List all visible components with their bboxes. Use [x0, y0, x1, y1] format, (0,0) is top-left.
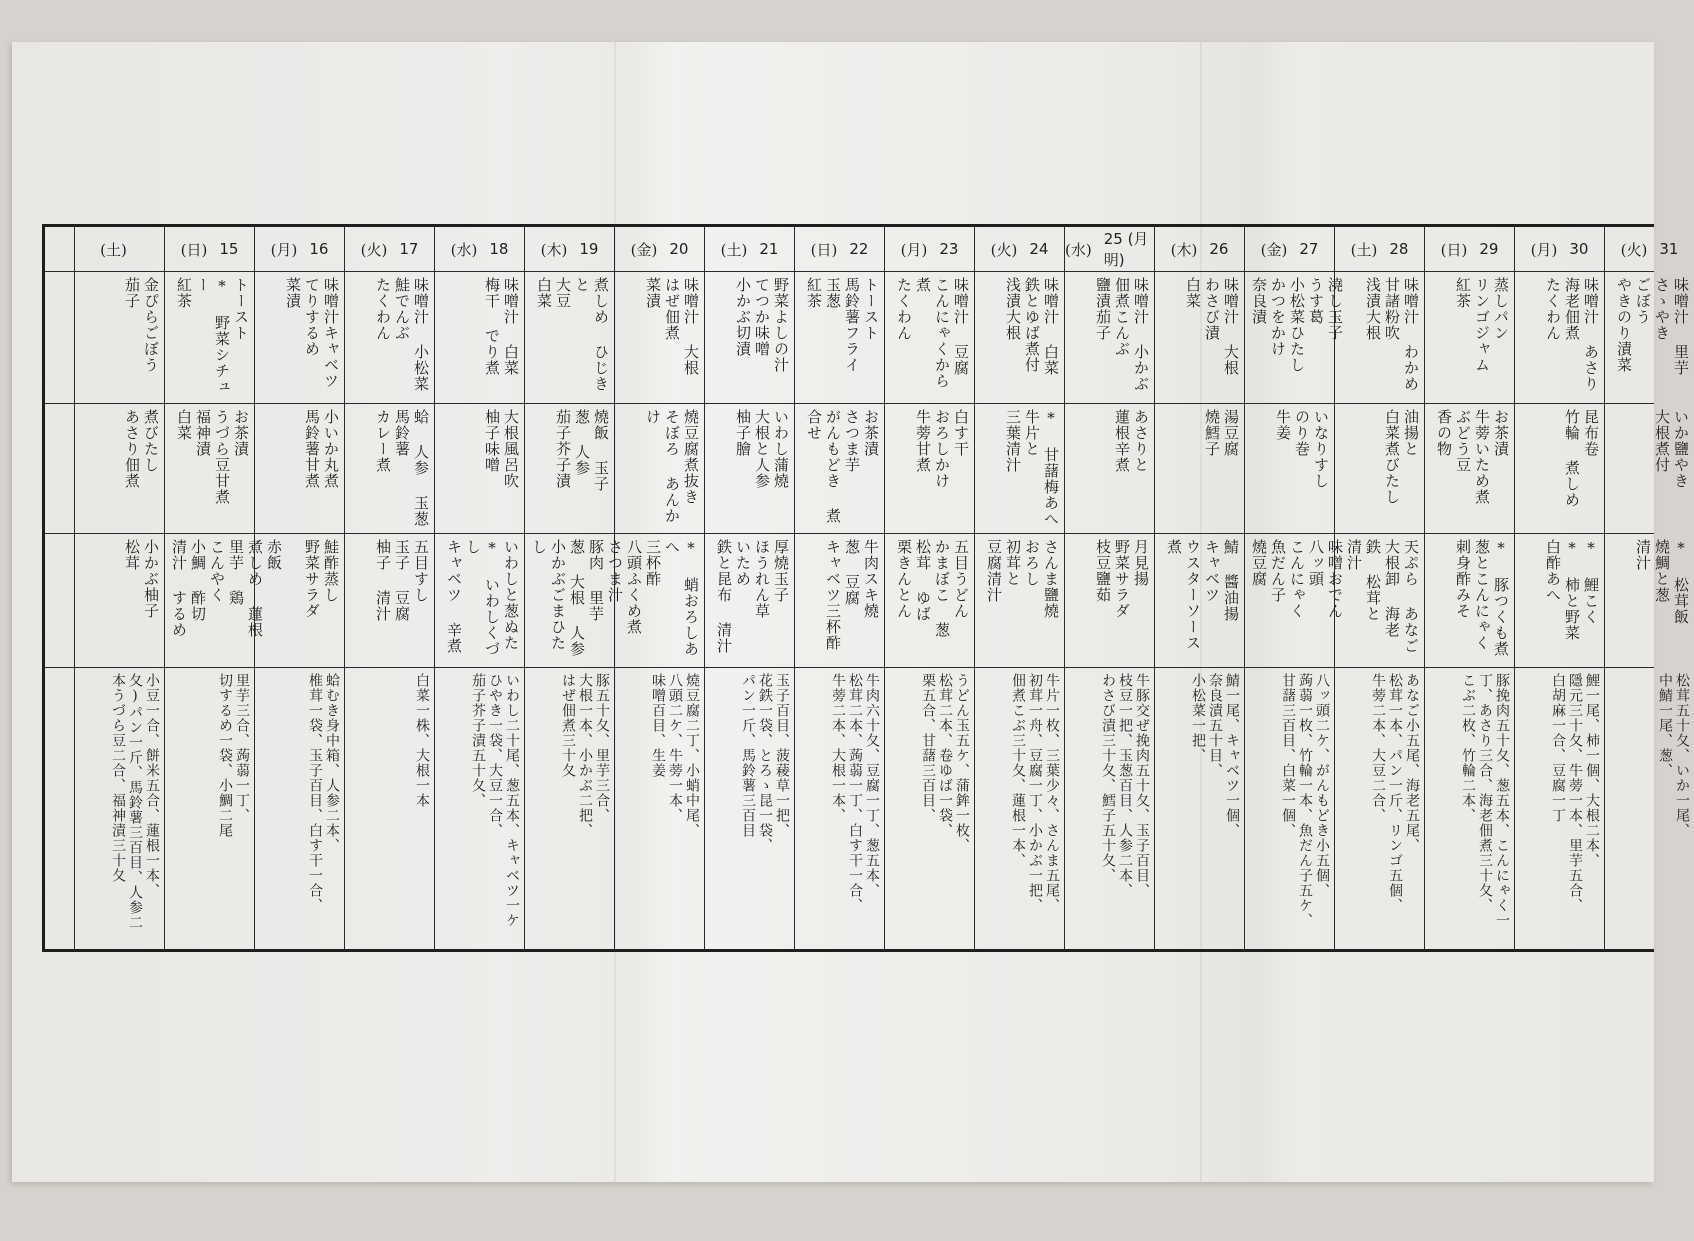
breakfast-cell [1515, 271, 1604, 403]
day-header [975, 227, 1064, 271]
weekday-label: (日) [180, 240, 208, 259]
lunch-text: 油揚と 白菜煮びたし [1383, 409, 1420, 505]
dinner-text: 厚燒玉子 ほうれん草 いため 鉄と昆布 清汁 [715, 539, 790, 654]
breakfast-text: 味噌汁 大根 はぜ佃煮 菜漬 [644, 277, 700, 376]
breakfast-text: 味噌汁 白菜 鉄とゆば煮付 浅漬大根 [1004, 277, 1060, 376]
ingredients-cell [255, 667, 344, 952]
breakfast-cell [705, 271, 794, 403]
day-number: 19 [579, 240, 599, 258]
breakfast-cell [1335, 271, 1424, 403]
lunch-text: いか鹽やき 大根煮付 [1653, 409, 1690, 489]
weekday-label: (火) [360, 240, 388, 259]
breakfast-cell [435, 271, 524, 403]
breakfast-text: 味噌汁 小かぶ 佃煮こんぶ 鹽漬茄子 [1094, 277, 1150, 392]
day-header [795, 227, 884, 271]
day-number: 31 [1659, 240, 1679, 258]
dinner-text: * 蛸おろしあへ 三杯酢 八頭ふくめ煮 [625, 539, 700, 657]
dinner-text: 鯖 醬油揚 キャベツ ウスターソース煮 [1165, 539, 1240, 651]
dinner-cell [795, 533, 884, 667]
weekday-label: (水) [450, 240, 478, 259]
ingredients-cell [165, 667, 254, 952]
dinner-text: 五目うどん かまぼこ 葱 松茸 ゆば 栗きんとん [895, 539, 970, 638]
breakfast-cell [525, 271, 614, 403]
breakfast-cell [885, 271, 974, 403]
breakfast-text: 味噌汁 豆腐 こんにゃくから煮 たくわん [895, 277, 970, 389]
lunch-text: 昆布卷 竹輪 煮しめ [1563, 409, 1600, 508]
breakfast-text: 金ぴらごぼう 茄子 [123, 277, 160, 373]
dinner-cell [435, 533, 524, 667]
day-number: 23 [939, 240, 959, 258]
ingredients-text: 牛豚交ぜ挽肉五十夂、玉子百目、 枝豆一把、玉葱百目、人参二本、 わさび漬三十夂、鱈子五十夂、 [1100, 673, 1150, 898]
ingredients-cell [1155, 667, 1244, 952]
dinner-text: いわしと葱ぬた * いわしくづし キャベツ 辛煮 [445, 539, 520, 657]
ingredients-text: 玉子百目、菠薐草一把、 花鉄一袋、とろゝ昆一袋、 パン一斤、馬鈴薯三百目 [740, 673, 790, 853]
weekday-label: (木) [1170, 240, 1198, 259]
breakfast-cell [1065, 271, 1154, 403]
weekday-label: (土) [100, 240, 127, 259]
lunch-cell [975, 403, 1064, 533]
breakfast-text: 煮しめ ひじきと 大豆 白菜 [535, 277, 610, 392]
ingredients-cell [525, 667, 614, 952]
lunch-cell [885, 403, 974, 533]
breakfast-text: 味噌汁 わかめ 甘諸粉吹 浅漬大根 [1364, 277, 1420, 392]
day-number: 28 [1389, 240, 1409, 258]
ingredients-cell [1425, 667, 1514, 952]
day-header [615, 227, 704, 271]
ingredients-text: うどん玉五ケ、蒲鉾一枚、 松茸二本、卷ゆば一袋、 栗五合、甘藷三百目、 [920, 673, 970, 853]
dinner-cell [705, 533, 794, 667]
dinner-cell [1065, 533, 1154, 667]
ingredients-text: いわし二十尾、葱五本、キャベツ一ケ ひやき一袋、大豆一合、 茄子芥子漬五十夂、 [470, 673, 520, 928]
lunch-cell [615, 403, 704, 533]
ingredients-cell [1335, 667, 1424, 952]
day-column [74, 227, 164, 949]
day-column [1604, 227, 1694, 949]
weekday-label: (月) [1530, 240, 1558, 259]
lunch-cell [705, 403, 794, 533]
breakfast-cell [975, 271, 1064, 403]
dinner-cell [1605, 533, 1694, 667]
day-header [705, 227, 794, 271]
ingredients-cell [705, 667, 794, 952]
dinner-cell [1425, 533, 1514, 667]
breakfast-cell [1605, 271, 1694, 403]
dinner-text: * 松茸飯 燒鯛と葱 清汁 [1634, 539, 1690, 625]
ingredients-cell [975, 667, 1064, 952]
day-header [75, 227, 164, 271]
ingredients-cell [75, 667, 164, 952]
lunch-cell [1605, 403, 1694, 533]
ingredients-cell [1065, 667, 1154, 952]
lunch-cell [255, 403, 344, 533]
breakfast-text: 野菜よしの汁 てつか味噌 小かぶ切漬 [734, 277, 790, 373]
day-columns [74, 227, 1694, 949]
dinner-text: 小かぶ柚子 松茸 [123, 539, 160, 619]
weekday-label: (火) [990, 240, 1018, 259]
dinner-cell [1245, 533, 1344, 667]
day-column [1244, 227, 1344, 949]
day-number: 26 [1209, 240, 1229, 258]
ingredients-text: 牛片一枚、三葉少々、さんま五尾、 初茸一舟、豆腐一丁、小かぶ一把、 佃煮こぶ三十夂、蓮根一本、 [1010, 673, 1060, 913]
breakfast-text: 味噌汁 あさり 海老佃煮 たくわん [1544, 277, 1600, 392]
day-header [525, 227, 614, 271]
lunch-text: 燒豆腐煮抜き そぼろ あんかけ [644, 409, 700, 524]
ingredients-text: 里芋三合、蒟蒻一丁、 切するめ一袋、小鯛二尾 [217, 673, 250, 838]
ingredients-text: 燒豆腐二丁、小蛸中尾、 八頭二ケ、牛蒡一本、 味噌百目、生姜 [650, 673, 700, 838]
day-header [435, 227, 524, 271]
breakfast-text: トースト 馬鈴薯フライ 玉葱 紅茶 [805, 277, 880, 373]
breakfast-cell [615, 271, 704, 403]
weekday-label: (月) [900, 240, 928, 259]
lunch-text: お茶漬 さつま芋 がんもどき 煮合せ [805, 409, 880, 524]
day-header [1605, 227, 1694, 271]
ingredients-text: 豚挽肉五十夂、葱五本、こんにゃく一 丁、あさり三合、海老佃煮三十夂、 こぶ二枚、竹輪二本、 [1460, 673, 1510, 928]
breakfast-text: 味噌汁 里芋 さゝやき ごぼう やきのり漬菜 [1615, 277, 1690, 376]
day-column [1334, 227, 1424, 949]
lunch-cell [1425, 403, 1514, 533]
day-number: 25 (月明) [1103, 230, 1149, 269]
breakfast-text: 味噌汁 大根 わさび漬 白菜 [1184, 277, 1240, 376]
ingredients-cell [1605, 667, 1694, 952]
lunch-cell [435, 403, 524, 533]
day-header [1155, 227, 1244, 271]
day-column [1424, 227, 1514, 949]
lunch-cell [345, 403, 434, 533]
breakfast-text: 味噌汁キャベツ てりするめ 菜漬 [284, 277, 340, 389]
lunch-cell [525, 403, 614, 533]
day-number: 20 [669, 240, 689, 258]
breakfast-text: 蒸しパン リンゴジャム 紅茶 [1454, 277, 1510, 373]
lunch-text: 燒飯 玉子 葱 人参 茄子芥子漬 [554, 409, 610, 492]
ingredients-text: 豚五十夂、里芋三合、 大根一本、小かぶ二把、 はぜ佃煮三十夂 [560, 673, 610, 838]
ingredients-cell [435, 667, 524, 952]
menu-table [42, 224, 1690, 952]
weekday-label: (日) [810, 240, 838, 259]
breakfast-cell [75, 271, 164, 403]
lunch-text: いなりすし のり巻 牛姜 [1274, 409, 1330, 489]
dinner-text: * 豚つくも煮 葱とこんにゃく 刺身酢みそ [1454, 539, 1510, 657]
day-number: 15 [219, 240, 239, 258]
day-header [345, 227, 434, 271]
dinner-text: 鮭酢蒸し 野菜サラダ [303, 539, 340, 619]
lunch-text: お茶漬 うづら豆甘煮 福神漬 白菜 [175, 409, 250, 505]
lunch-text: 煮びたし あさり佃煮 [123, 409, 160, 489]
breakfast-text: 味噌汁 白菜 梅干 でり煮 [483, 277, 520, 376]
day-number: 18 [489, 240, 509, 258]
day-header [1065, 227, 1154, 271]
day-column [344, 227, 434, 949]
day-column [164, 227, 283, 949]
ingredients-cell [345, 667, 434, 952]
lunch-cell [75, 403, 164, 533]
dinner-text: 赤飯 煮しめ 蓮根 里芋 鶏 こんやく 小鯛 酢切 清汁 するめ [170, 539, 283, 638]
dinner-cell [885, 533, 974, 667]
day-column [614, 227, 704, 949]
day-number: 30 [1569, 240, 1589, 258]
weekday-label: (火) [1620, 240, 1648, 259]
ingredients-text: 小豆一合、餅米五合、蓮根一本、 夂)パン一斤、馬鈴薯三百目、人参二 本うづら豆二合、福神漬三十夂 [110, 673, 160, 930]
day-number: 16 [309, 240, 329, 258]
weekday-label: (月) [270, 240, 298, 259]
lunch-cell [1245, 403, 1334, 533]
day-number: 24 [1029, 240, 1049, 258]
lunch-cell [795, 403, 884, 533]
lunch-text: 白す干 おろしかけ 牛蒡甘煮 [914, 409, 970, 489]
lunch-text: 湯豆腐 燒鱈子 [1203, 409, 1240, 457]
day-column [434, 227, 524, 949]
weekday-label: (金) [630, 240, 658, 259]
ingredients-text: 松茸五十夂、いか一尾、 中鯖一尾、葱、 [1657, 673, 1690, 838]
ingredients-text: 白菜一株、大根一本 [414, 673, 430, 808]
day-number: 22 [849, 240, 869, 258]
day-header [165, 227, 254, 271]
ingredients-cell [1515, 667, 1604, 952]
ingredients-text: 鯖一尾、キャベツ一個、 奈良漬五十目、 小松菜一把、 [1190, 673, 1240, 838]
lunch-text: * 甘藷梅あへ 牛片と 三葉清汁 [1004, 409, 1060, 527]
day-number: 21 [759, 240, 779, 258]
lunch-text: いわし蒲燒 大根と人参 柚子膾 [734, 409, 790, 489]
ingredients-cell [795, 667, 884, 952]
weekday-label: (木) [540, 240, 568, 259]
dinner-text: さつま汁 豚肉 里芋 葱 大根 人参 小かぶごまひたし [530, 539, 624, 657]
ingredients-text: 鯉一尾、柿一個、大根二本、 隱元三十夂、牛蒡一本、里芋五合、 白胡麻一合、豆腐一丁 [1550, 673, 1600, 913]
lunch-text: あさりと 蓮根辛煮 [1113, 409, 1150, 473]
day-column [974, 227, 1064, 949]
lunch-cell [1515, 403, 1604, 533]
dinner-text: 牛肉スキ燒 葱 豆腐 キャベツ三杯酢 [824, 539, 880, 651]
day-column [1154, 227, 1244, 949]
day-number: 27 [1299, 240, 1319, 258]
ingredients-cell [885, 667, 974, 952]
ingredients-cell [615, 667, 704, 952]
day-column [524, 227, 624, 949]
dinner-cell [165, 533, 283, 667]
ingredients-text: 八ッ頭二ケ、がんもどき小五個、 蒟蒻一枚、竹輪一本、魚だん子五ケ、 甘藷三百目、白菜一個、 [1280, 673, 1330, 928]
day-header [1515, 227, 1604, 271]
weekday-label: (日) [1440, 240, 1468, 259]
day-header [1245, 227, 1334, 271]
ingredients-text: 牛肉六十夂、豆腐一丁、葱五本、 松茸二本、蒟蒻一丁、白す干一合、 牛蒡二本、大根一本、 [830, 673, 880, 913]
weekday-label: (水) [1065, 240, 1092, 259]
weekday-label: (土) [1350, 240, 1378, 259]
breakfast-cell [255, 271, 344, 403]
dinner-text: 月見揚 野菜サラダ 枝豆鹽茹 [1094, 539, 1150, 619]
dinner-cell [975, 533, 1064, 667]
dinner-text: * 鯉こく * 柿と野菜 白酢あへ [1544, 539, 1600, 641]
breakfast-cell [1245, 271, 1344, 403]
ingredients-text: あなご小五尾、海老五尾、 松茸一本、パン一斤、リンゴ五個、 牛蒡二本、大豆二合、 [1370, 673, 1420, 913]
day-column [794, 227, 884, 949]
dinner-text: さんま鹽燒 おろし 初茸と 豆腐清汁 [985, 539, 1060, 619]
day-number: 29 [1479, 240, 1499, 258]
day-header [1335, 227, 1424, 271]
breakfast-cell [1155, 271, 1244, 403]
day-column [1064, 227, 1154, 949]
dinner-cell [75, 533, 164, 667]
breakfast-text: 澆し玉子 うす葛 小松菜ひたし かつをかけ 奈良漬 [1250, 277, 1344, 373]
dinner-text: 五目すし 玉子 豆腐 柚子 清汁 [374, 539, 430, 622]
weekday-label: (金) [1260, 240, 1288, 259]
lunch-cell [1065, 403, 1154, 533]
breakfast-cell [1425, 271, 1514, 403]
breakfast-cell [795, 271, 884, 403]
day-header [885, 227, 974, 271]
dinner-cell [615, 533, 704, 667]
breakfast-cell [345, 271, 434, 403]
lunch-cell [165, 403, 254, 533]
dinner-cell [1515, 533, 1604, 667]
lunch-text: お茶漬 牛蒡いため煮 ぶどう豆 香の物 [1435, 409, 1510, 505]
dinner-cell [1155, 533, 1244, 667]
lunch-cell [1155, 403, 1244, 533]
day-column [1514, 227, 1604, 949]
weekday-label: (土) [720, 240, 748, 259]
ingredients-text: 蛤むき身中箱、人参二本、 椎茸一袋、玉子百目、白す干一合、 [307, 673, 340, 913]
lunch-text: 大根風呂吹 柚子味噌 [483, 409, 520, 489]
day-header [1425, 227, 1514, 271]
breakfast-cell [165, 271, 254, 403]
day-number: 17 [399, 240, 419, 258]
day-column [704, 227, 794, 949]
lunch-cell [1335, 403, 1424, 533]
dinner-cell [345, 533, 434, 667]
breakfast-text: 味噌汁 小松菜 鮭でんぶ たくわん [374, 277, 430, 392]
day-column [884, 227, 974, 949]
dinner-cell [1335, 533, 1424, 667]
dinner-text: 天ぷら あなご 大根卸 海老 鉄 松茸と 清汁 [1345, 539, 1420, 654]
dinner-cell [525, 533, 624, 667]
lunch-text: 小いか丸煮 馬鈴薯甘煮 [303, 409, 340, 489]
breakfast-text: トースト * 野菜シチュー 紅茶 [175, 277, 250, 395]
lunch-text: 蛤 人参 玉葱 馬鈴薯 カレー煮 [374, 409, 430, 527]
dinner-text: 味噌おでん 八ッ頭 こんにゃく 魚だん子 燒豆腐 [1250, 539, 1344, 619]
day-header [255, 227, 344, 271]
ingredients-cell [1245, 667, 1334, 952]
